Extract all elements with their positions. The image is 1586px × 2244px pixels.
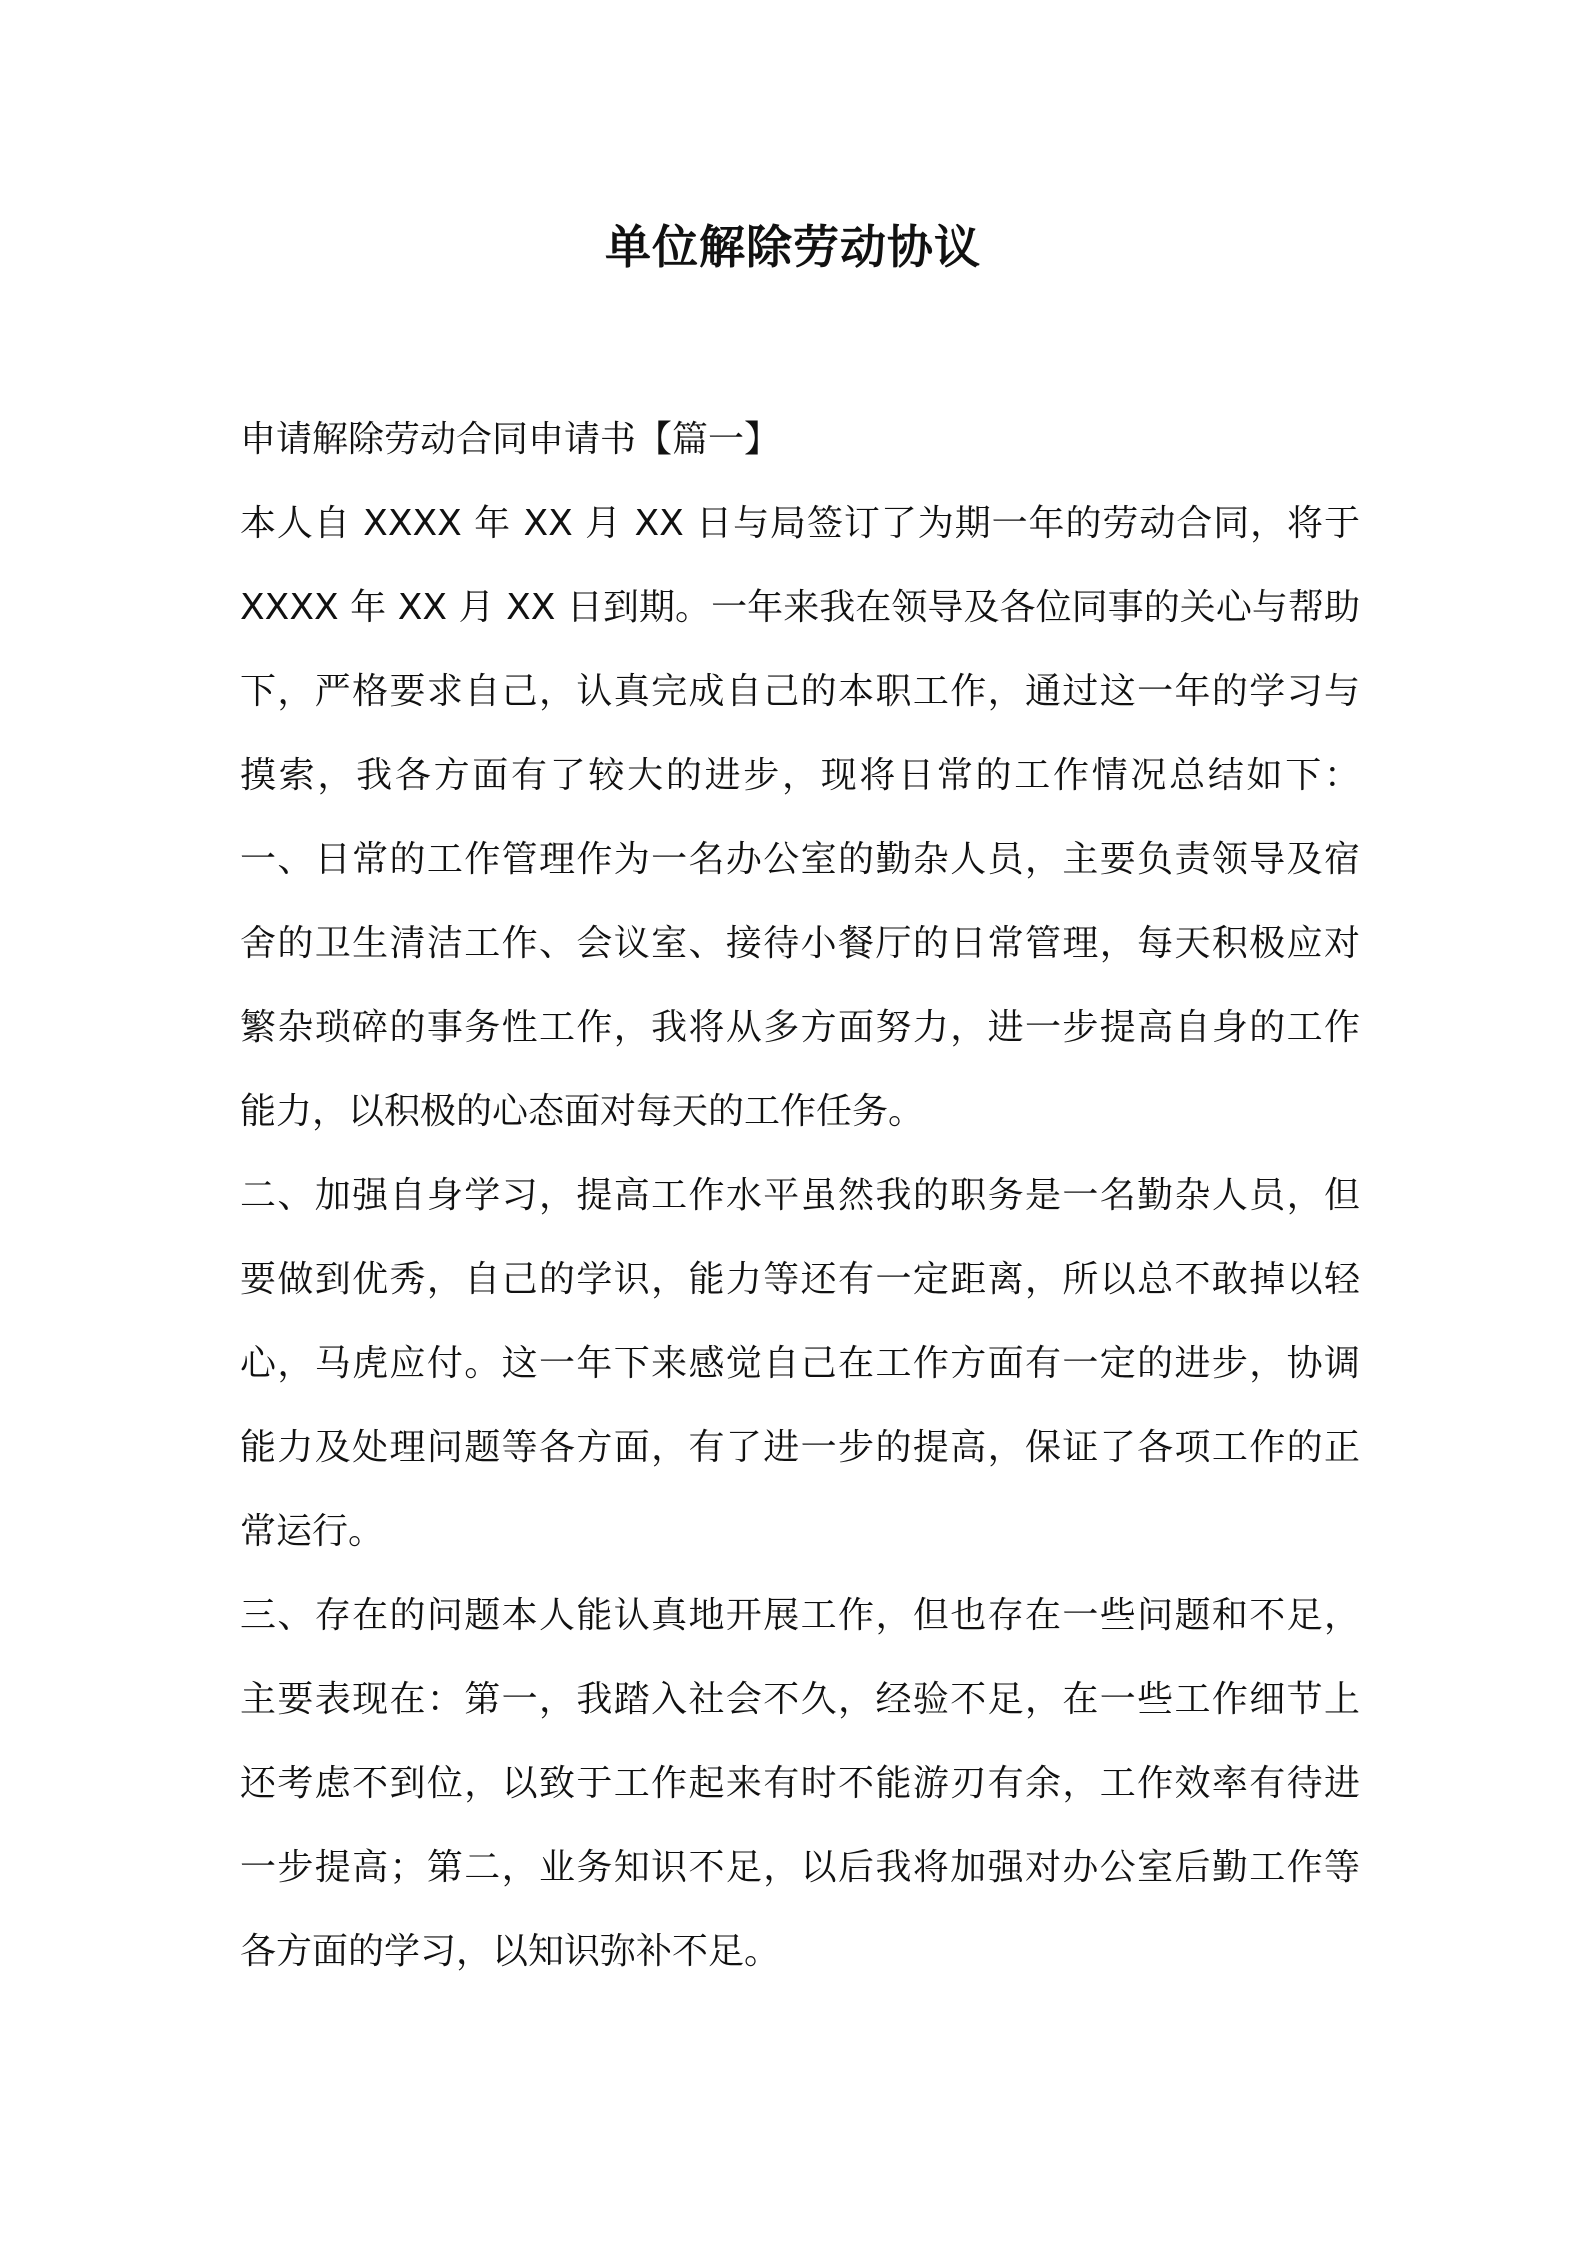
paragraph-3-line-4: 能力及处理问题等各方面，有了进一步的提高，保证了各项工作的正	[240, 1427, 1360, 1468]
paragraph-4-line-3: 还考虑不到位，以致于工作起来有时不能游刃有余，工作效率有待进	[240, 1763, 1360, 1804]
paragraph-4-line-1: 三、存在的问题本人能认真地开展工作，但也存在一些问题和不足，	[240, 1595, 1360, 1636]
paragraph-2-line-3: 繁杂琐碎的事务性工作，我将从多方面努力，进一步提高自身的工作	[240, 1007, 1360, 1048]
paragraph-2-line-4: 能力，以积极的心态面对每天的工作任务。	[240, 1091, 925, 1132]
paragraph-3-line-1: 二、加强自身学习，提高工作水平虽然我的职务是一名勤杂人员，但	[240, 1175, 1360, 1216]
paragraph-4-line-5: 各方面的学习，以知识弥补不足。	[240, 1931, 781, 1972]
paragraph-4-line-2: 主要表现在：第一，我踏入社会不久，经验不足，在一些工作细节上	[240, 1679, 1360, 1720]
paragraph-1-line-2: XXXX 年 XX 月 XX 日到期。一年来我在领导及各位同事的关心与帮助	[240, 587, 1360, 628]
paragraph-1-line-1: 本人自 XXXX 年 XX 月 XX 日与局签订了为期一年的劳动合同，将于	[240, 503, 1360, 544]
paragraph-4-line-4: 一步提高；第二，业务知识不足，以后我将加强对办公室后勤工作等	[240, 1847, 1360, 1888]
document-body	[240, 398, 1360, 1994]
paragraph-1-line-3: 下，严格要求自己，认真完成自己的本职工作，通过这一年的学习与	[240, 671, 1360, 712]
document-title: 单位解除劳动协议	[605, 220, 981, 274]
section-heading: 申请解除劳动合同申请书【篇一】	[240, 419, 781, 460]
paragraph-1-line-4: 摸索，我各方面有了较大的进步，现将日常的工作情况总结如下：	[240, 755, 1360, 796]
paragraph-3-line-5: 常运行。	[240, 1511, 385, 1552]
paragraph-3-line-3: 心，马虎应付。这一年下来感觉自己在工作方面有一定的进步，协调	[240, 1343, 1360, 1384]
paragraph-3-line-2: 要做到优秀，自己的学识，能力等还有一定距离，所以总不敢掉以轻	[240, 1259, 1360, 1300]
paragraph-2-line-1: 一、日常的工作管理作为一名办公室的勤杂人员，主要负责领导及宿	[240, 839, 1360, 880]
paragraph-2-line-2: 舍的卫生清洁工作、会议室、接待小餐厅的日常管理，每天积极应对	[240, 923, 1360, 964]
